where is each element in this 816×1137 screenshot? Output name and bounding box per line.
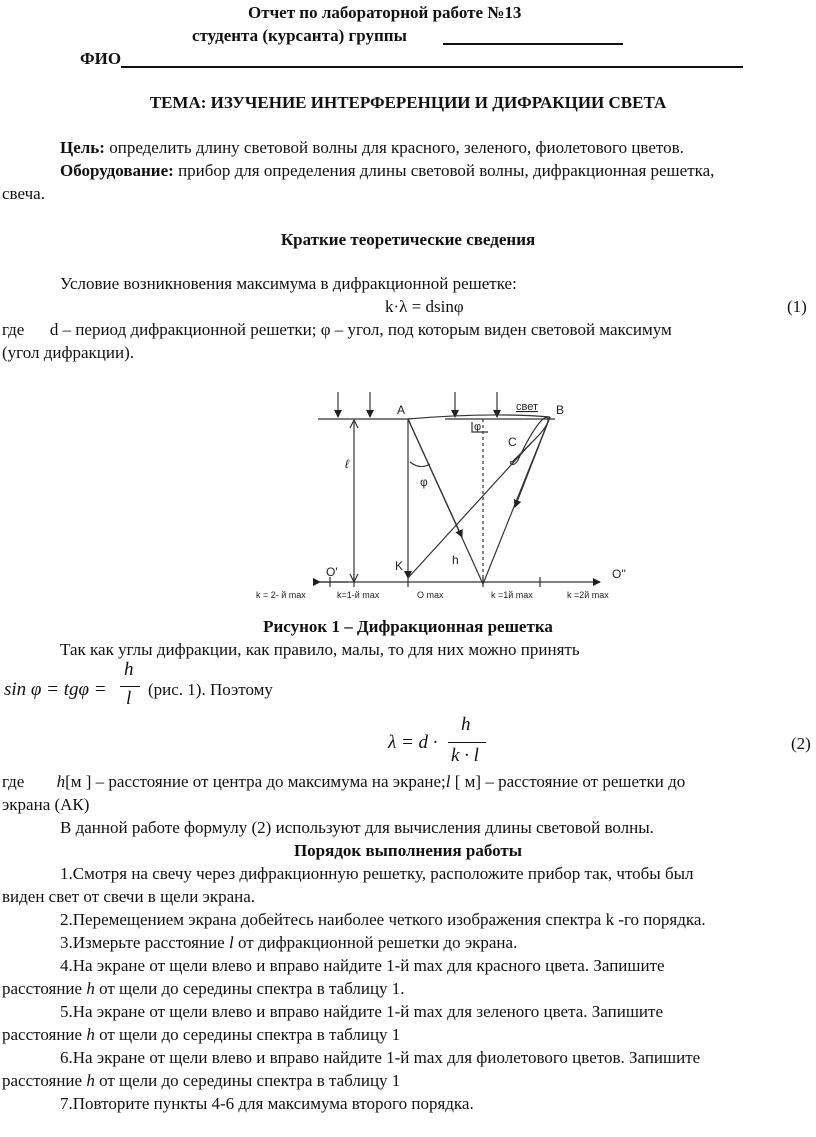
axis-label-k1-right: k =1й max xyxy=(491,590,533,600)
label-phi-small: φ xyxy=(474,421,482,433)
angle-phi-arc xyxy=(410,462,430,467)
step-6-line-1: 6.На экране от щели влево и вправо найдите 1-й max для фиолетового цветов. Запишите xyxy=(60,1048,701,1067)
label-light: свет xyxy=(516,401,539,413)
label-O-left: O' xyxy=(326,565,338,579)
formula-2-denominator: k · l xyxy=(451,745,479,766)
procedure-heading: Порядок выполнения работы xyxy=(293,841,523,860)
step-4-text-b: от щели до середины спектра в таблицу 1. xyxy=(94,979,405,998)
label-C: C xyxy=(508,435,517,449)
where2-line-3: В данной работе формулу (2) используют для вычисления длины световой волны. xyxy=(60,818,654,837)
step-2: 2.Перемещением экрана добейтесь наиболее четкого изображения спектра k -го порядка. xyxy=(60,910,706,929)
equipment-text: прибор для определения длины световой волны, дифракционная решетка, xyxy=(178,161,715,180)
step-7: 7.Повторите пункты 4-6 для максимума второго порядка. xyxy=(60,1094,474,1113)
theory-heading: Краткие теоретические сведения xyxy=(280,230,536,249)
label-phi: φ xyxy=(420,475,428,489)
condition-text: Условие возникновения максимума в дифракционной решетке: xyxy=(60,274,517,293)
group-label: студента (курсанта) группы xyxy=(192,26,407,45)
fraction-numerator-h: h xyxy=(124,659,134,680)
axis-label-k2-right: k =2й max xyxy=(567,590,609,600)
small-angles-text: Так как углы дифракции, как правило, малы, то для них можно принять xyxy=(60,640,580,659)
wavefront-arc xyxy=(408,415,550,419)
where2-l: l xyxy=(445,772,451,791)
fraction-denominator-l: l xyxy=(126,688,132,709)
equipment-line xyxy=(60,161,714,181)
label-O-right: O'' xyxy=(612,567,626,581)
fio-label: ФИО xyxy=(80,49,122,68)
step-3 xyxy=(60,933,517,953)
fig-reference-text: (рис. 1). Поэтому xyxy=(148,680,273,699)
where2-h: h xyxy=(56,772,66,791)
report-title: Отчет по лабораторной работе №13 xyxy=(248,3,522,22)
group-blank-line xyxy=(443,43,623,45)
formula-2-number: (2) xyxy=(791,734,811,753)
step-5-text-b: от щели до середины спектра в таблицу 1 xyxy=(94,1025,401,1044)
step-1-line-2: виден свет от свечи в щели экрана. xyxy=(2,887,256,906)
label-K: K xyxy=(395,559,404,573)
step-5-line-1: 5.На экране от щели влево и вправо найдите 1-й max для зеленого цвета. Запишите xyxy=(60,1002,663,1021)
formula-2-lhs: λ = d · xyxy=(388,732,438,753)
fio-blank-line xyxy=(121,66,743,68)
fraction-bar xyxy=(120,686,140,687)
sin-tg-equation: sin φ = tgφ = xyxy=(4,679,107,700)
figure-caption: Рисунок 1 – Дифракционная решетка xyxy=(263,617,553,636)
ray-B-arrow xyxy=(515,417,550,507)
step-5-h: h xyxy=(86,1025,95,1044)
step-6-text-a: расстояние xyxy=(2,1071,87,1090)
formula-1: k·λ = dsinφ xyxy=(385,297,464,316)
where-line-1: где d – период дифракционной решетки; φ – угол, под которым виден световой максимум xyxy=(2,320,672,339)
where2-line-1 xyxy=(2,772,814,792)
where2-line-2: экрана (АК) xyxy=(2,795,90,814)
step-4-text-a: расстояние xyxy=(2,979,87,998)
ray-A-arrow xyxy=(408,419,462,537)
step-4-line-2 xyxy=(2,979,405,999)
step-3-text-b: от дифракционной решетки до экрана. xyxy=(233,933,518,952)
step-5-line-2 xyxy=(2,1025,400,1045)
label-h: h xyxy=(452,553,459,567)
goal-label: Цель: xyxy=(60,138,105,157)
step-5-text-a: расстояние xyxy=(2,1025,87,1044)
formula-2-bar xyxy=(448,742,486,743)
axis-label-k1-left: k=1-й max xyxy=(337,590,380,600)
diffraction-diagram xyxy=(250,382,640,604)
label-A: A xyxy=(397,403,406,417)
where2-l-desc: [ м] – расстояние от решетки до xyxy=(450,772,686,791)
formula-2-numerator: h xyxy=(461,714,471,735)
step-6-h: h xyxy=(86,1071,95,1090)
goal-text: определить длину световой волны для красного, зеленого, фиолетового цветов. xyxy=(109,138,684,157)
label-l: ℓ xyxy=(345,457,349,471)
equipment-text-cont: свеча. xyxy=(2,184,45,203)
step-3-text-a: 3.Измерьте расстояние xyxy=(60,933,229,952)
step-4-line-1: 4.На экране от щели влево и вправо найдите 1-й max для красного цвета. Запишите xyxy=(60,956,665,975)
formula-1-number: (1) xyxy=(787,297,807,316)
step-3-l: l xyxy=(228,933,234,952)
equipment-label: Оборудование: xyxy=(60,161,174,180)
step-6-line-2 xyxy=(2,1071,400,1091)
where2-word: где xyxy=(2,772,25,791)
step-6-text-b: от щели до середины спектра в таблицу 1 xyxy=(94,1071,401,1090)
step-4-h: h xyxy=(86,979,95,998)
topic-title: ТЕМА: ИЗУЧЕНИЕ ИНТЕРФЕРЕНЦИИ И ДИФРАКЦИИ СВЕТА xyxy=(149,93,667,112)
ray-K-to-C xyxy=(408,442,532,578)
formula-2-fraction xyxy=(448,714,486,770)
goal-line xyxy=(60,138,684,158)
step-1-line-1: 1.Смотря на свечу через дифракционную решетку, расположите прибор так, чтобы был xyxy=(60,864,694,883)
where-line-2: (угол дифракции). xyxy=(2,343,134,362)
axis-label-zero: O max xyxy=(417,590,444,600)
label-B: B xyxy=(556,403,565,417)
where2-h-desc: [м ] – расстояние от центра до максимума на экране; xyxy=(65,772,446,791)
h-over-l-fraction xyxy=(120,659,140,711)
axis-label-k2-left: k = 2- й max xyxy=(256,590,306,600)
